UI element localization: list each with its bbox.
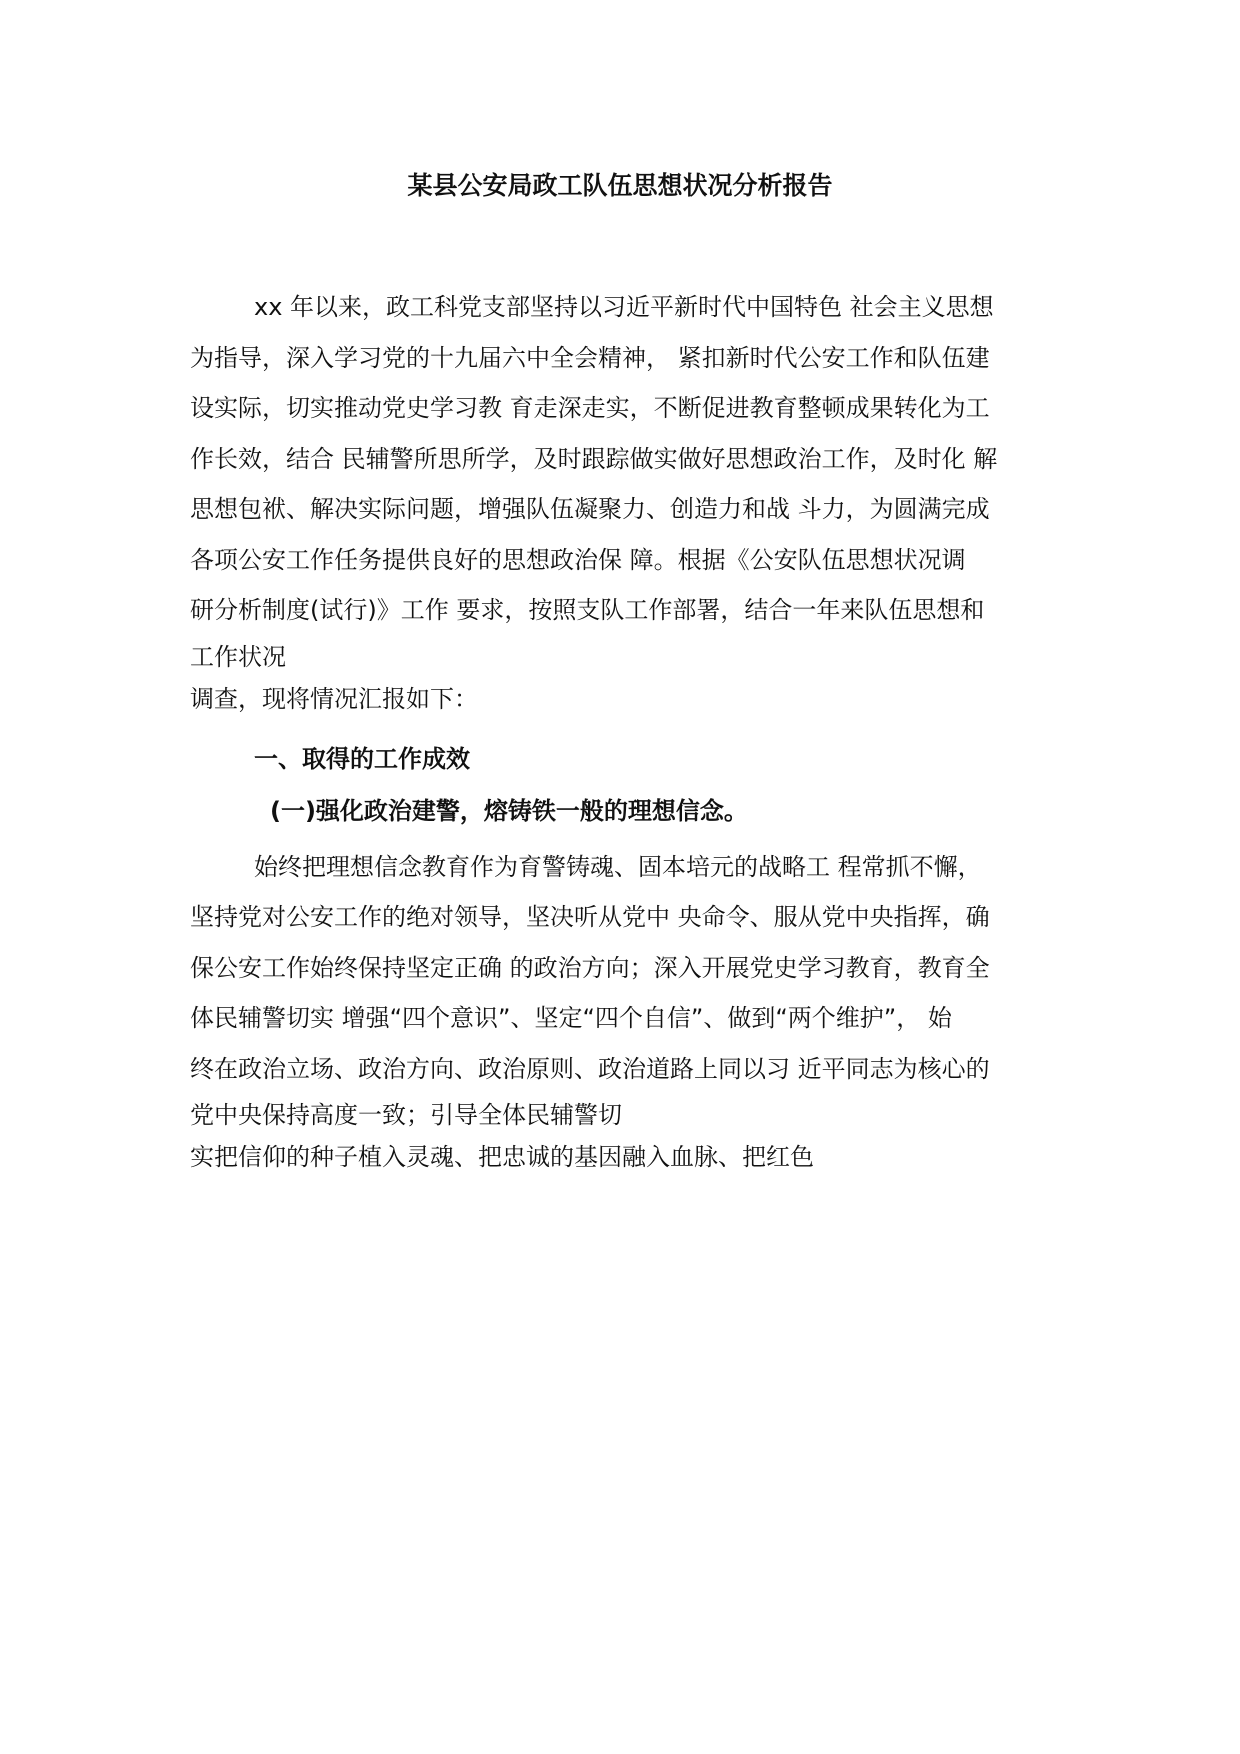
paragraph-line: 体民辅警切实 增强“四个意识”、坚定“四个自信”、做到“两个维护”， 始 (190, 1004, 952, 1032)
paragraph-line: 保公安工作始终保持坚定正确 的政治方向；深入开展党史学习教育，教育全 (190, 953, 990, 982)
paragraph-line: 调查，现将情况汇报如下： (190, 684, 478, 713)
paragraph-line: 始终把理想信念教育作为育警铸魂、固本培元的战略工 程常抓不懈， (254, 852, 982, 881)
paragraph-line: 工作状况 (190, 642, 286, 671)
paragraph-line: 终在政治立场、政治方向、政治原则、政治道路上同以习 近平同志为核心的 (190, 1054, 990, 1083)
section-heading: 一、取得的工作成效 (254, 744, 470, 773)
document-title: 某县公安局政工队伍思想状况分析报告 (407, 171, 833, 200)
paragraph-line: xx 年以来，政工科党支部坚持以习近平新时代中国特色 社会主义思想 (254, 293, 994, 321)
document-body (190, 282, 1070, 1178)
paragraph-line: 党中央保持高度一致；引导全体民辅警切 (190, 1101, 622, 1129)
paragraph-line: 各项公安工作任务提供良好的思想政治保 障。根据《公安队伍思想状况调 (190, 545, 966, 574)
paragraph-line: 思想包袱、解决实际问题，增强队伍凝聚力、创造力和战 斗力，为圆满完成 (190, 495, 990, 523)
paragraph-line: 实把信仰的种子植入灵魂、把忠诚的基因融入血脉、把红色 (190, 1143, 814, 1171)
paragraph-line: 坚持党对公安工作的绝对领导，坚决听从党中 央命令、服从党中央指挥，确 (190, 903, 990, 931)
paragraph-line: 为指导，深入学习党的十九届六中全会精神， 紧扣新时代公安工作和队伍建 (190, 343, 990, 372)
paragraph-line: 设实际，切实推动党史学习教 育走深走实，不断促进教育整顿成果转化为工 (190, 394, 990, 422)
subsection-heading: (一)强化政治建警，熔铸铁一般的理想信念。 (270, 796, 748, 825)
paragraph-line: 研分析制度(试行)》工作 要求，按照支队工作部署，结合一年来队伍思想和 (190, 596, 985, 624)
paragraph-line: 作长效，结合 民辅警所思所学，及时跟踪做实做好思想政治工作，及时化 解 (190, 444, 998, 473)
